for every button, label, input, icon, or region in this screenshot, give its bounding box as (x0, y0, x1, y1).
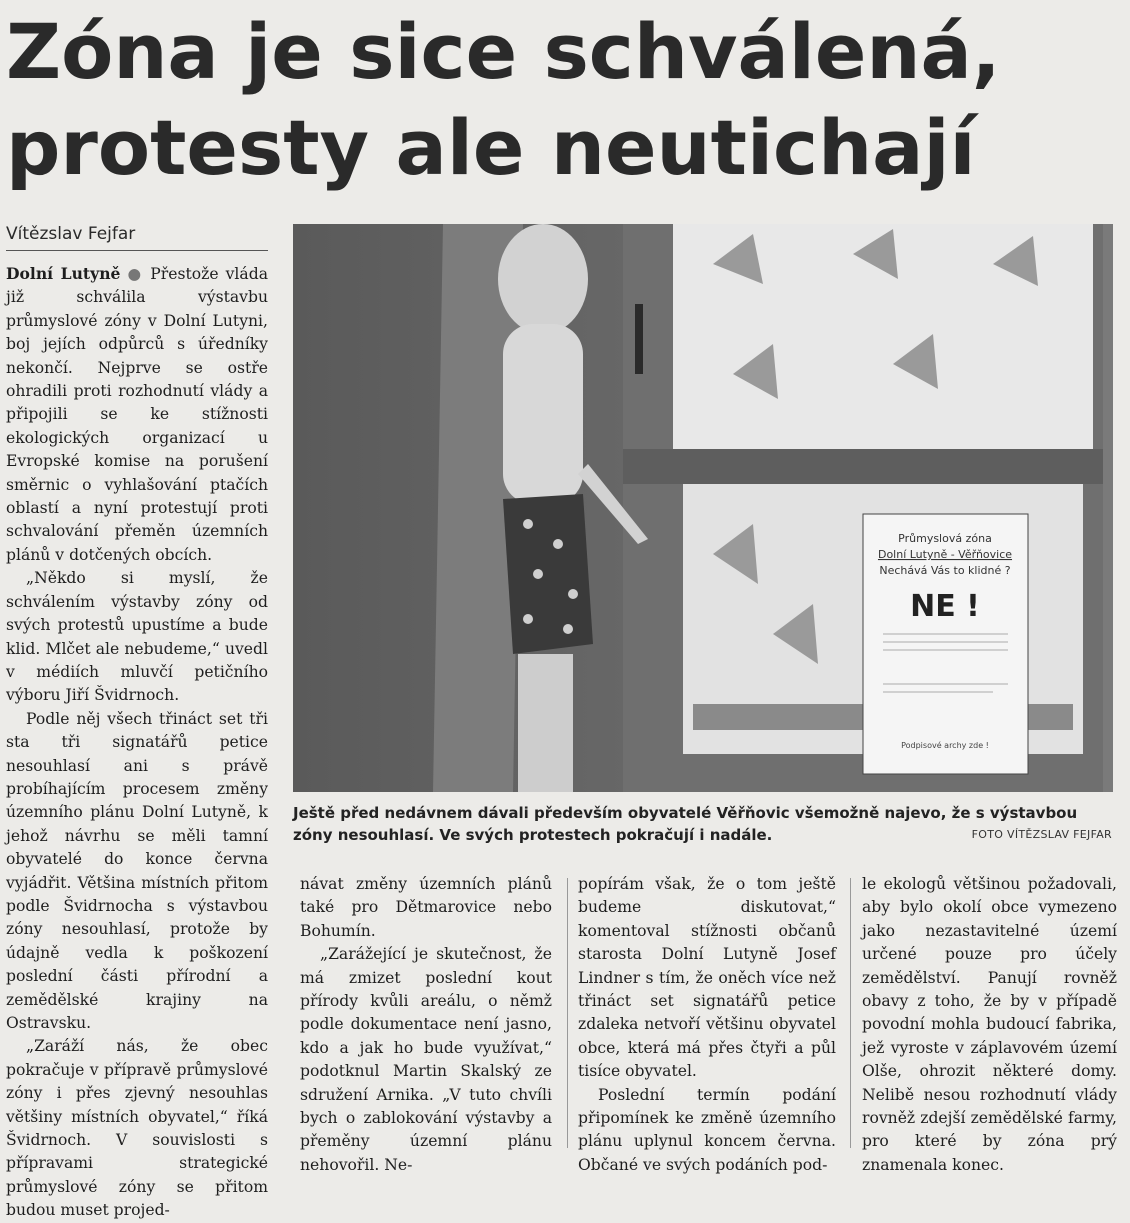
poster-footer: Podpisové archy zde ! (901, 741, 989, 750)
child-head (498, 224, 588, 334)
byline: Vítězslav Fejfar (6, 224, 268, 251)
poster-big-text: NE ! (910, 589, 980, 624)
door-handle (635, 304, 643, 374)
child-sweater (503, 324, 583, 504)
paragraph: návat změny územních plánů také pro Dětmarovice nebo Bohumín. (300, 875, 552, 940)
paragraph (6, 262, 268, 567)
paragraph: popírám však, že o tom ještě budeme diskutovat,“ komentoval stížnosti občanů starosta Dolní Lutyně Josef Lindner s tím, že oněch více než třináct set signatářů petice zdaleka netvoří většinu obyvatel obce, která má přes čtyři a půl tisíce obyvatel. (578, 875, 836, 1081)
poster-line-2: Dolní Lutyně - Věřňovice (877, 548, 1013, 561)
paragraph: „Zaráží nás, že obec pokračuje v přípravě průmyslové zóny i přes zjevný nesouhlas většiny místních obyvatel,“ říká Švidrnoch. V souvislosti s přípravami strategické průmyslové zóny se přitom budou muset projed- (6, 1037, 268, 1220)
article-column-4 (862, 873, 1117, 1177)
article-column-3 (578, 873, 836, 1177)
paragraph: Poslední termín podání připomínek ke změně územního plánu uplynul koncem června. Občané ve svých podáních pod- (578, 1085, 836, 1174)
article-photo (293, 224, 1113, 792)
paragraph: Podle něj všech třináct set tři sta tři signatářů petice nesouhlasí ani s právě probíhajícím procesem změny územního plánu Dolní Lutyně, k jehož návrhu se měli tamní obyvatelé do konce června vyjádřit. Většina místních přitom podle Švidrnocha s výstavbou zóny nesouhlasí, protože by údajně vedla k poškození poslední části přírodní a zemědělské krajiny na Ostravsku. (6, 709, 268, 1032)
paragraph: „Někdo si myslí, že schválením výstavby zóny od svých protestů upustíme a bude klid. Mlčet ale nebudeme,“ uvedl v médiích mluvčí petičního výboru Jiří Švidrnoch. (6, 569, 268, 705)
column-divider (850, 878, 851, 1148)
door-crossbar (623, 449, 1103, 484)
column-divider (567, 878, 568, 1148)
photo-illustration (293, 224, 1113, 792)
article-column-1 (6, 262, 268, 1223)
child-skirt (503, 494, 593, 654)
bullet-icon: ● (127, 265, 144, 283)
paragraph: „Zarážející je skutečnost, že má zmizet poslední kout přírody kvůli areálu, o němž podle dokumentace není jasno, kdo a jak ho bude využívat,“ podotknul Martin Skalský ze sdružení Arnika. „V tuto chvíli bych o zablokování výstavby a přeměny územní plánu nehovořil. Ne- (300, 945, 552, 1174)
headline-line-1: Zóna je sice schválená, (6, 7, 1001, 96)
child-legs (518, 654, 573, 792)
article-column-2 (300, 873, 552, 1177)
headline-line-2: protesty ale neutichají (6, 103, 976, 192)
headline (6, 4, 1126, 196)
dateline: Dolní Lutyně (6, 264, 121, 283)
paragraph-text: Přestože vláda již schválila výstavbu průmyslové zóny v Dolní Lutyni, boj jejích odpůrců s úředníky nekončí. Nejprve se ostře ohradili proti rozhodnutí vlády a připojili se ke stížnosti ekologických organizací u Evropské komise na porušení směrnic o vyhlašování ptačích oblastí a nyní protestují proti schvalování přeměn územních plánů v dotčených obcích. (6, 265, 268, 564)
photo-credit: FOTO VÍTĚZSLAV FEJFAR (971, 828, 1112, 841)
poster-line-1: Průmyslová zóna (898, 532, 992, 545)
photo-caption: Ještě před nedávnem dávali především obyvatelé Věřňovic všemožně najevo, že s výstavbou zóny nesouhlasí. Ve svých protestech pokračují i nadále. (293, 804, 1078, 844)
poster-line-3: Nechává Vás to klidné ? (879, 564, 1011, 577)
paragraph: le ekologů většinou požadovali, aby bylo okolí obce vymezeno jako nezastavitelné území určené pouze pro účely zemědělství. Panují rovněž obavy z toho, že by v případě povodní mohla budoucí fabrika, jež vyroste v záplavovém území Olše, ohrozit některé domy. Nelibě nesou rozhodnutí vlády rovněž zdejší zemědělské farmy, pro které by zóna prý znamenala konec. (862, 875, 1117, 1174)
